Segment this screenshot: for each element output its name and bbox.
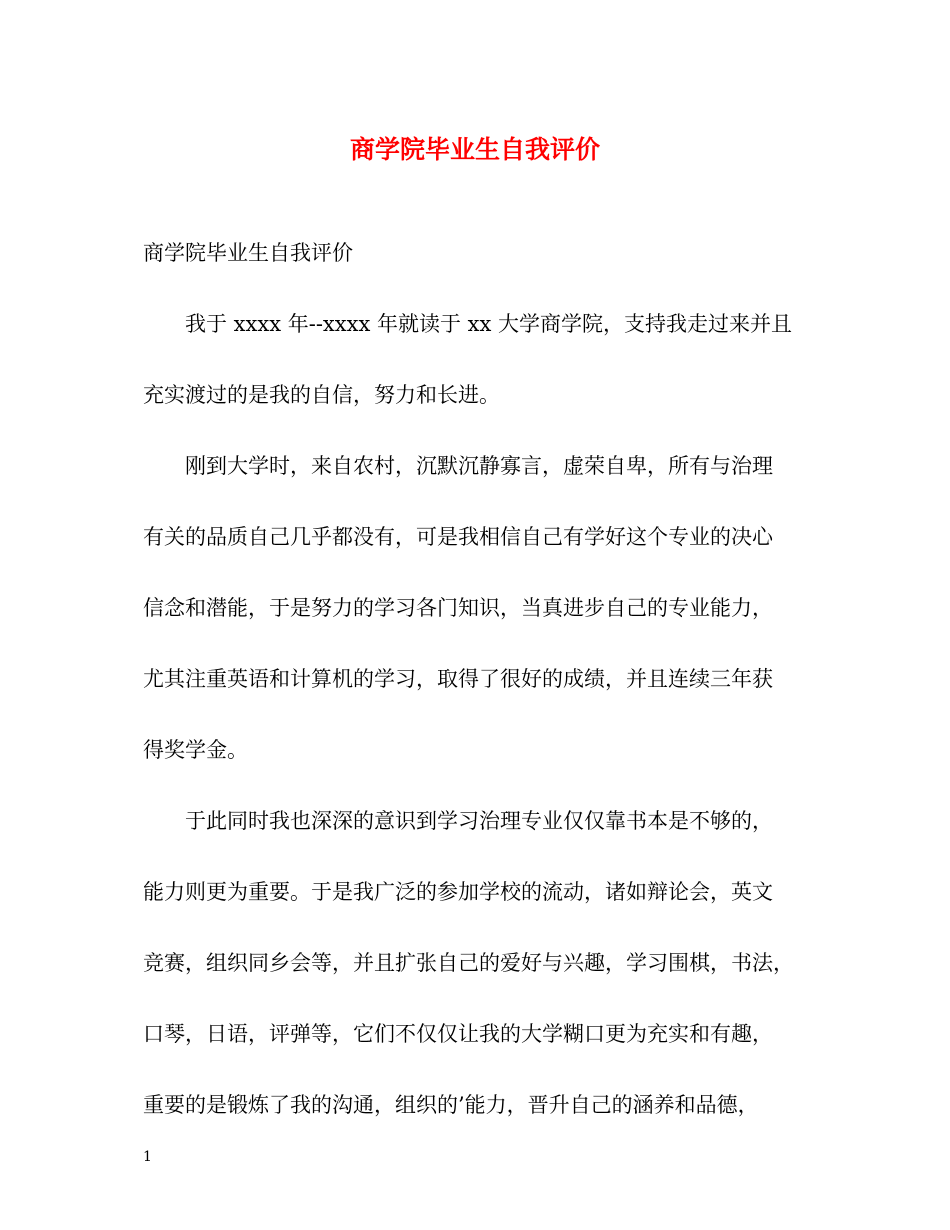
text-line: 信念和潜能，于是努力的学习各门知识，当真进步自己的专业能力， — [143, 596, 773, 620]
text-line: 商学院毕业生自我评价 — [143, 241, 353, 265]
text-line: 能力则更为重要。于是我广泛的参加学校的流动，诸如辩论会，英文 — [143, 880, 773, 904]
text-line: 我于 xxxx 年--xxxx 年就读于 xx 大学商学院，支持我走过来并且 — [185, 312, 792, 336]
text-line: 尤其注重英语和计算机的学习，取得了很好的成绩，并且连续三年获 — [143, 667, 773, 691]
text-line: 充实渡过的是我的自信，努力和长进。 — [143, 383, 500, 407]
text-line: 口琴，日语，评弹等，它们不仅仅让我的大学糊口更为充实和有趣， — [143, 1022, 773, 1046]
text-line: 得奖学金。 — [143, 738, 248, 762]
text-line: 竞赛，组织同乡会等，并且扩张自己的爱好与兴趣，学习围棋，书法， — [143, 951, 794, 975]
text-line: 有关的品质自己几乎都没有，可是我相信自己有学好这个专业的决心 — [143, 525, 773, 549]
text-line: 重要的是锻炼了我的沟通，组织的’能力，晋升自己的涵养和品德， — [143, 1093, 759, 1117]
document-title: 商学院毕业生自我评价 — [349, 135, 600, 164]
document-body — [143, 218, 811, 1141]
text-line: 刚到大学时，来自农村，沉默沉静寡言，虚荣自卑，所有与治理 — [185, 454, 773, 478]
page-number: 1 — [143, 1149, 152, 1165]
text-line: 于此同时我也深深的意识到学习治理专业仅仅靠书本是不够的， — [185, 809, 773, 833]
